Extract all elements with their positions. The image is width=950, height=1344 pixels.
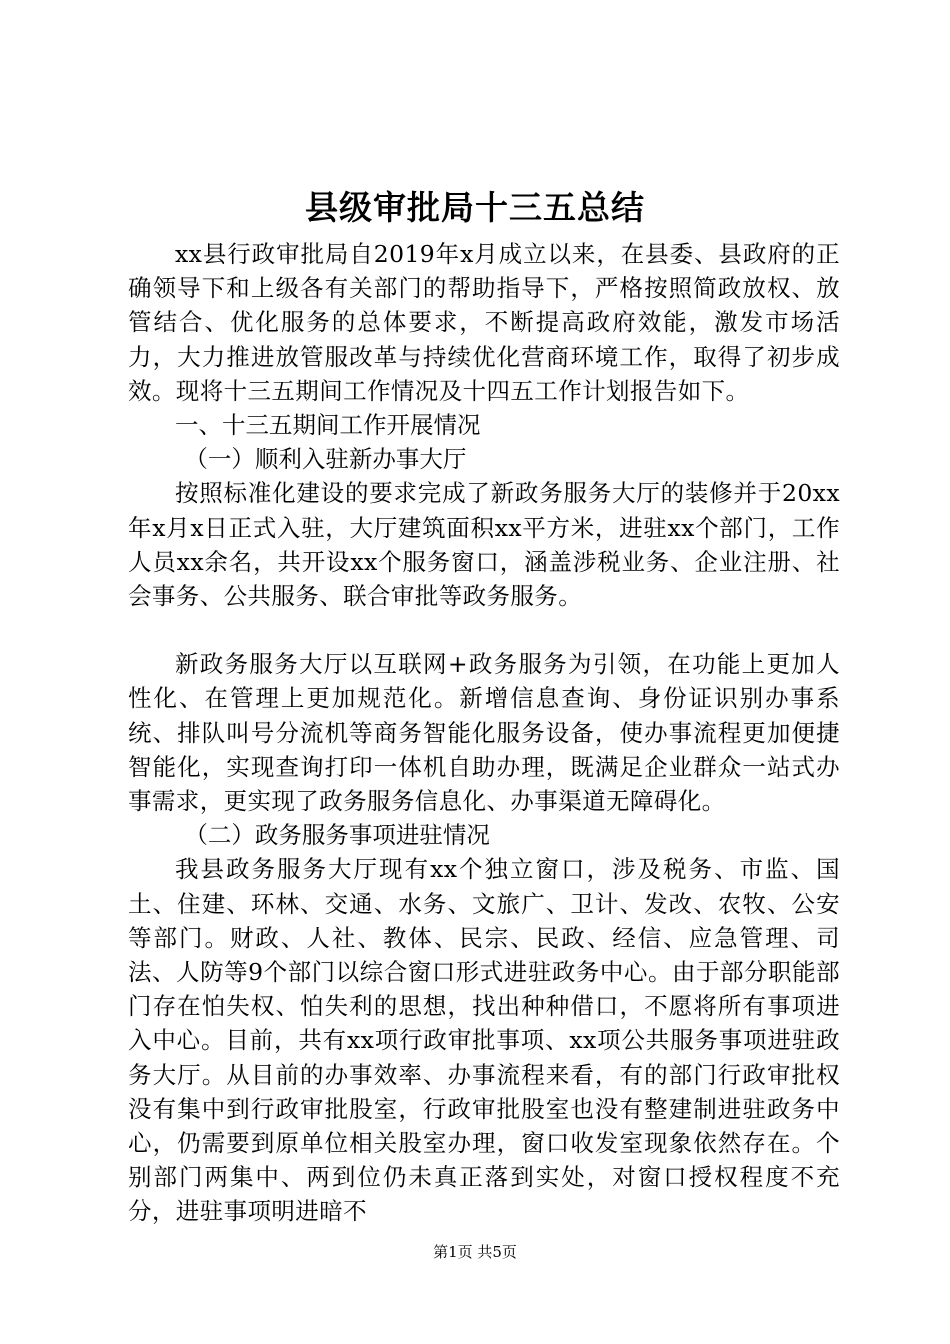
- document-title: 县级审批局十三五总结: [305, 188, 645, 227]
- paragraph-hall-features: 新政务服务大厅以互联网+政务服务为引领，在功能上更加人性化、在管理上更加规范化。新增信息查询、身份证识别办事系统、排队叫号分流机等商务智能化服务设备，使办事流程更加便捷智能化，实现查询打印一体机自助办理，既满足企业群众一站式办事需求，更实现了政务服务信息化、办事渠道无障碍化。: [128, 650, 840, 816]
- intro-paragraph: xx县行政审批局自2019年x月成立以来，在县委、县政府的正确领导下和上级各有关部门的帮助指导下，严格按照简政放权、放管结合、优化服务的总体要求，不断提高政府效能，激发市场活力，大力推进放管服改革与持续优化营商环境工作，取得了初步成效。现将十三五期间工作情况及十四五工作计划报告如下。: [128, 240, 840, 405]
- section-heading-1: 一、十三五期间工作开展情况: [175, 411, 481, 440]
- subsection-heading-1: （一）顺利入驻新办事大厅: [184, 445, 467, 474]
- subsection-heading-2: （二）政务服务事项进驻情况: [184, 821, 490, 850]
- document-body: [128, 237, 840, 1229]
- page-footer: 第1页 共5页: [433, 1243, 517, 1261]
- paragraph-new-hall: 按照标准化建设的要求完成了新政务服务大厅的装修并于20xx年x月x日正式入驻，大厅建筑面积xx平方米，进驻xx个部门，工作人员xx余名，共开设xx个服务窗口，涵盖涉税业务、企业注册、社会事务、公共服务、联合审批等政务服务。: [128, 479, 840, 611]
- paragraph-service-items: 我县政务服务大厅现有xx个独立窗口，涉及税务、市监、国土、住建、环林、交通、水务、文旅广、卫计、发改、农牧、公安等部门。财政、人社、教体、民宗、民政、经信、应急管理、司法、人防等9个部门以综合窗口形式进驻政务中心。由于部分职能部门存在怕失权、怕失利的思想，找出种种借口，不愿将所有事项进入中心。目前，共有xx项行政审批事项、xx项公共服务事项进驻政务大厅。从目前的办事效率、办事流程来看，有的部门行政审批权没有集中到行政审批股室，行政审批股室也没有整建制进驻政务中心，仍需要到原单位相关股室办理，窗口收发室现象依然存在。个别部门两集中、两到位仍未真正落到实处，对窗口授权程度不充分，进驻事项明进暗不: [128, 855, 840, 1226]
